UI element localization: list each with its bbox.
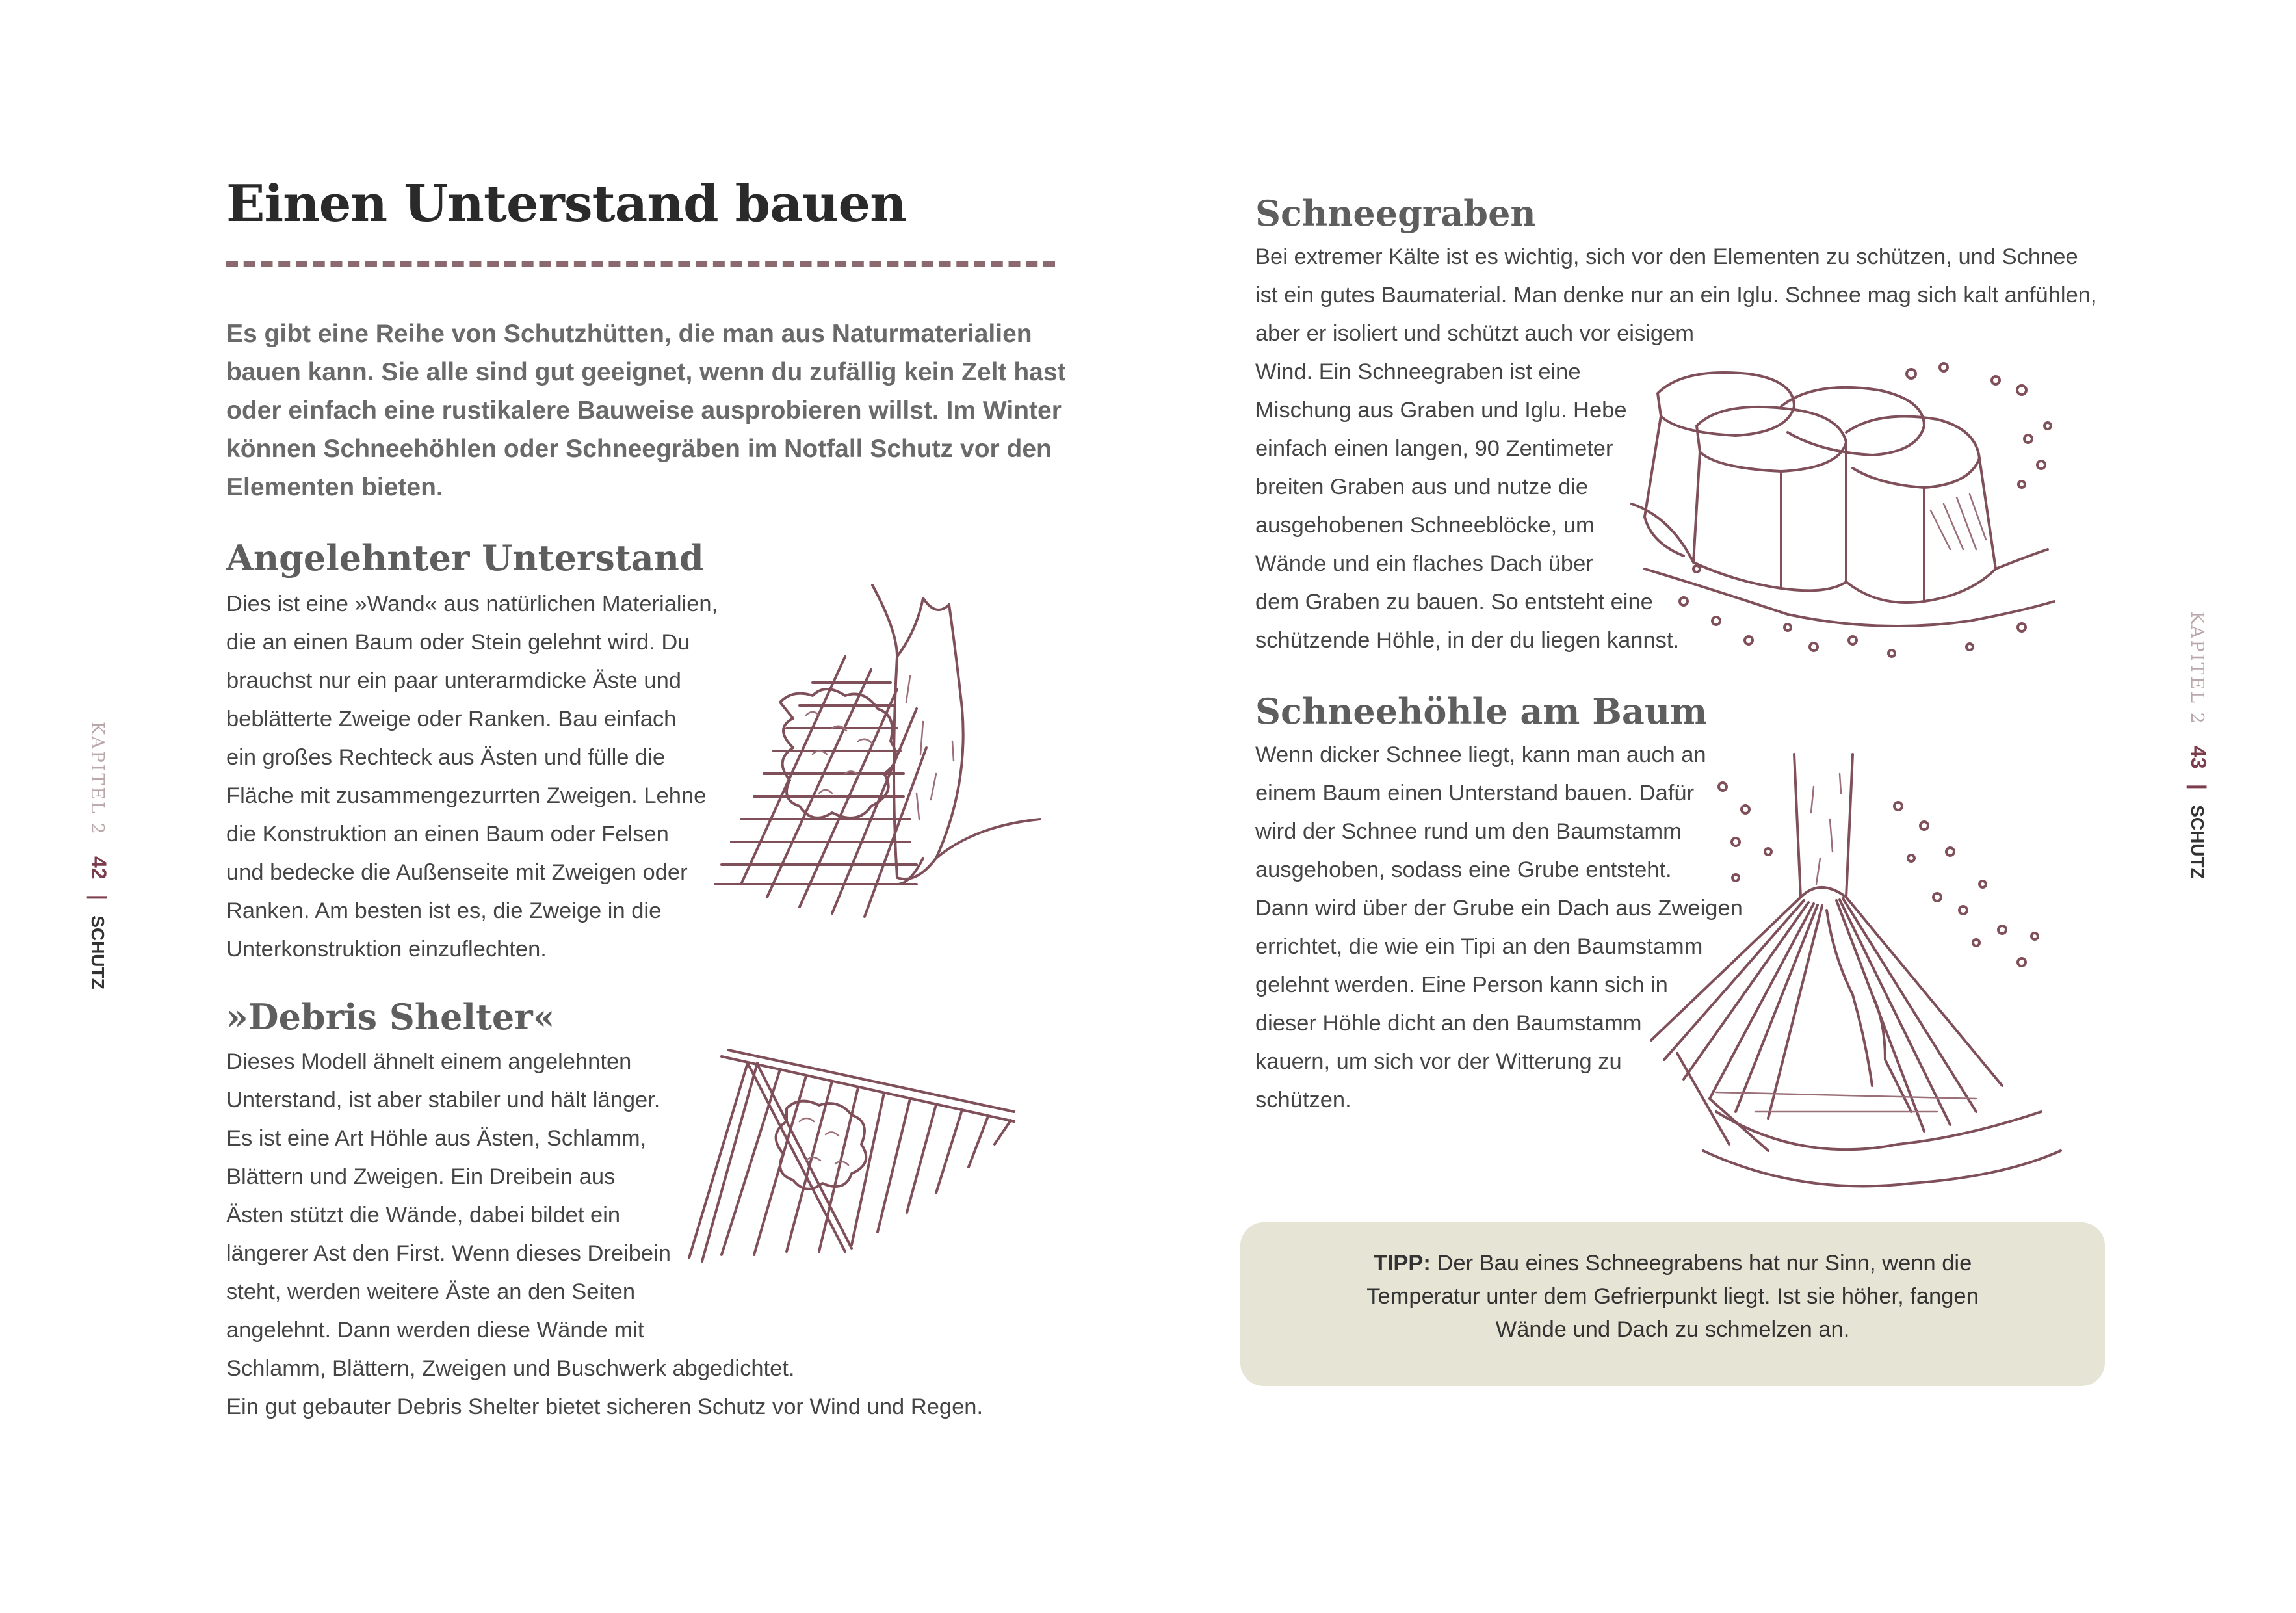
text-line: steht, werden weitere Äste an den Seiten (226, 1279, 636, 1304)
text-line: errichtet, die wie ein Tipi an den Baumstamm (1255, 934, 1703, 959)
text-line: Wenn dicker Schnee liegt, kann man auch an (1255, 742, 1706, 767)
text-line: kauern, um sich vor der Witterung zu (1255, 1049, 1622, 1074)
text-line: Wind. Ein Schneegraben ist eine (1255, 360, 1581, 384)
text-line: schützende Höhle, in der du liegen kannst. (1255, 628, 1680, 653)
text-line: Blättern und Zweigen. Ein Dreibein aus (226, 1164, 616, 1189)
tip-text (1240, 1247, 2105, 1346)
separator-bar: | (2187, 783, 2210, 790)
text-line: einem Baum einen Unterstand bauen. Dafür (1255, 781, 1695, 806)
intro-paragraph: Es gibt eine Reihe von Schutzhütten, die man aus Naturmaterialien bauen kann. Sie alle sind gut geeignet, wenn du zufällig kein Zelt hast oder einfach eine rustikalere Bauweise ausprobieren willst. Im Winter können Schneehöhlen oder Schneegräben im Notfall Schutz vor den Elementen bieten. (226, 320, 1066, 501)
text-line: gelehnt werden. Eine Person kann sich in (1255, 973, 1668, 997)
tip-line: Temperatur unter dem Gefrierpunkt liegt. Ist sie höher, fangen (1366, 1284, 1979, 1309)
lean-to-illustration (702, 579, 1066, 930)
text-line: Fläche mit zusammengezurrten Zweigen. Lehne (226, 783, 707, 808)
snow-trench-illustration (1632, 354, 2074, 660)
text-line: dem Graben zu bauen. So entsteht eine (1255, 590, 1653, 614)
text-line: Dann wird über der Grube ein Dach aus Zweigen (1255, 896, 1743, 921)
separator-bar: | (87, 894, 111, 900)
tip-line: Wände und Dach zu schmelzen an. (1495, 1317, 1850, 1342)
page-number: 42 (87, 856, 111, 880)
text-line: Schlamm, Blättern, Zweigen und Buschwerk abgedichtet. (226, 1356, 795, 1381)
side-marker-left (46, 722, 111, 990)
heading-tree-snow-cave: Schneehöhle am Baum (1255, 690, 1708, 732)
text-line: längerer Ast den First. Wenn dieses Dreibein (226, 1241, 671, 1266)
text-line: Dies ist eine »Wand« aus natürlichen Materialien, (226, 592, 718, 616)
heading-snow-trench: Schneegraben (1255, 192, 1536, 234)
text-line: breiten Graben aus und nutze die (1255, 475, 1589, 499)
heading-lean-to: Angelehnter Unterstand (226, 537, 704, 579)
text-line: ausgehobenen Schneeblöcke, um (1255, 513, 1595, 538)
text-line: einfach einen langen, 90 Zentimeter (1255, 436, 1613, 461)
text-line: Ein gut gebauter Debris Shelter bietet sicheren Schutz vor Wind und Regen. (226, 1395, 984, 1419)
tip-line: Der Bau eines Schneegrabens hat nur Sinn, wenn die (1430, 1251, 1972, 1276)
text-line: die an einen Baum oder Stein gelehnt wird. Du (226, 630, 690, 655)
text-line: wird der Schnee rund um den Baumstamm (1255, 819, 1682, 844)
text-line: Unterkonstruktion einzuflechten. (226, 937, 547, 962)
text-line: ausgehoben, sodass eine Grube entsteht. (1255, 858, 1672, 882)
chapter-label: KAPITEL 2 (87, 722, 107, 836)
title-divider (226, 261, 1055, 267)
text-line: Dieses Modell ähnelt einem angelehnten (226, 1049, 632, 1074)
text-line: Es ist eine Art Höhle aus Ästen, Schlamm, (226, 1126, 647, 1151)
section-label: SCHUTZ (88, 915, 108, 990)
text-line: Bei extremer Kälte ist es wichtig, sich vor den Elementen zu schützen, und Schnee (1255, 244, 2078, 269)
text-line: schützen. (1255, 1088, 1351, 1112)
page-title: Einen Unterstand bauen (226, 174, 906, 233)
text-line: Mischung aus Graben und Iglu. Hebe (1255, 398, 1627, 423)
text-line: aber er isoliert und schützt auch vor eisigem (1255, 321, 1694, 346)
text-line: ist ein gutes Baumaterial. Man denke nur an ein Iglu. Schnee mag sich kalt anfühlen, (1255, 283, 2097, 308)
page-number: 43 (2187, 745, 2210, 769)
heading-debris-shelter: »Debris Shelter« (226, 996, 555, 1038)
text-line: Unterstand, ist aber stabiler und hält länger. (226, 1088, 660, 1112)
text-line: angelehnt. Dann werden diese Wände mit (226, 1318, 644, 1343)
tip-label: TIPP: (1373, 1251, 1431, 1276)
side-marker-right (2145, 611, 2210, 879)
text-line: und bedecke die Außenseite mit Zweigen oder (226, 860, 688, 885)
text-line: die Konstruktion an einen Baum oder Felsen (226, 822, 669, 846)
chapter-label: KAPITEL 2 (2187, 611, 2207, 726)
text-line: ein großes Rechteck aus Ästen und fülle die (226, 745, 666, 770)
debris-shelter-illustration (650, 1037, 1040, 1284)
text-line: Ranken. Am besten ist es, die Zweige in die (226, 898, 662, 923)
text-line: brauchst nur ein paar unterarmdicke Äste und (226, 668, 681, 693)
text-line: Wände und ein flaches Dach über (1255, 551, 1593, 576)
lean-to-text (226, 585, 718, 969)
tree-snow-cave-illustration (1638, 748, 2093, 1196)
text-line: Ästen stützt die Wände, dabei bildet ein (226, 1203, 621, 1227)
text-line: dieser Höhle dicht an den Baumstamm (1255, 1011, 1642, 1036)
section-label: SCHUTZ (2187, 805, 2208, 879)
text-line: beblätterte Zweige oder Ranken. Bau einfach (226, 707, 677, 731)
